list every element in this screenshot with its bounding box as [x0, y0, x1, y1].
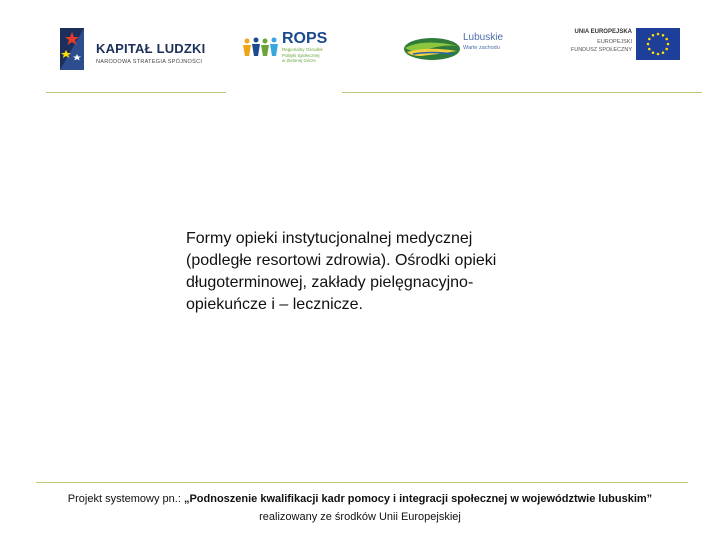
rops-subtitle — [282, 47, 323, 64]
lubuskie-subtitle: Warte zachodu — [463, 45, 500, 51]
eu-logo — [560, 26, 684, 66]
rops-people-icon — [242, 36, 280, 60]
kapital-ludzki-emblem-icon — [58, 26, 86, 74]
eu-flag-icon — [636, 28, 680, 60]
kapital-ludzki-title: KAPITAŁ LUDZKI — [96, 41, 206, 56]
footer-divider — [36, 482, 688, 483]
rops-title: ROPS — [282, 30, 328, 47]
kapital-ludzki-logo — [58, 26, 206, 74]
lubuskie-landscape-icon — [403, 34, 461, 64]
rops-subtitle-line: Polityki Społecznej — [282, 52, 320, 58]
lubuskie-logo — [403, 30, 515, 66]
eu-subtitle-line: FUNDUSZ SPOŁECZNY — [570, 47, 632, 53]
eu-subtitle — [571, 38, 632, 54]
lubuskie-title: Lubuskie — [463, 32, 504, 43]
footer-line-1 — [40, 490, 680, 508]
rops-subtitle-line: w Zielonej Górze — [282, 58, 316, 63]
main-text: Formy opieki instytucjonalnej medycznej (podległe resortowi zdrowia). Ośrodki opieki długoterminowej, zakłady pielęgnacyjno- opiekuńcze i – lecznicze. — [186, 230, 497, 313]
rops-logo — [242, 30, 332, 66]
footer-project-name: „Podnoszenie kwalifikacji kadr pomocy i integracji społecznej w województwie lubuskim” — [183, 493, 653, 505]
footer-prefix: Projekt systemowy pn.: — [67, 493, 184, 505]
header-divider-left — [46, 92, 226, 93]
rops-subtitle-line: Regionalny Ośrodek — [282, 47, 323, 52]
footer — [40, 490, 680, 526]
eu-title: UNIA EUROPEJSKA — [574, 29, 632, 35]
footer-line-2: realizowany ze środków Unii Europejskiej — [259, 511, 461, 523]
header-divider-right — [342, 92, 702, 93]
eu-subtitle-line: EUROPEJSKI — [597, 39, 632, 45]
kapital-ludzki-subtitle: NARODOWA STRATEGIA SPÓJNOŚCI — [96, 59, 203, 65]
